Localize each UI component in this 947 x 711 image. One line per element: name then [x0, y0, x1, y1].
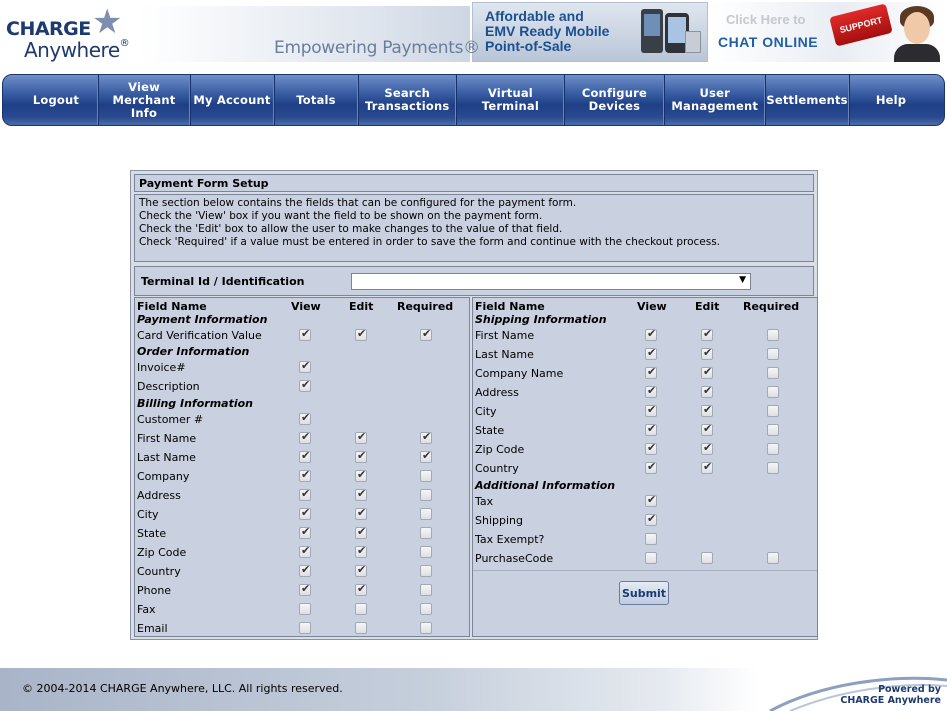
- edit-checkbox[interactable]: [701, 348, 713, 360]
- field-label: Fax: [137, 603, 156, 616]
- field-row-email: [135, 619, 469, 638]
- page-footer: [0, 668, 947, 711]
- main-navigation: [2, 74, 945, 126]
- panel-title: Payment Form Setup: [134, 174, 814, 192]
- required-checkbox[interactable]: [420, 451, 432, 463]
- chat-online-text: CHAT ONLINE: [718, 34, 819, 50]
- view-checkbox[interactable]: [299, 489, 311, 501]
- field-row-invoice: [135, 358, 469, 377]
- field-row-description: [135, 377, 469, 396]
- section-title-payment-information: Payment Information: [137, 313, 268, 326]
- view-checkbox[interactable]: [645, 462, 657, 474]
- field-label: State: [137, 527, 167, 540]
- edit-checkbox[interactable]: [355, 508, 367, 520]
- field-row-tax: [473, 492, 817, 511]
- section-title-additional-information: Additional Information: [475, 479, 616, 492]
- field-row-country: [473, 459, 817, 478]
- field-row-purchasecode: [473, 549, 817, 568]
- edit-checkbox[interactable]: [355, 489, 367, 501]
- required-checkbox[interactable]: [767, 443, 779, 455]
- field-row-address: [473, 383, 817, 402]
- submit-button[interactable]: Submit: [619, 581, 669, 605]
- field-label: Company: [137, 470, 190, 483]
- field-label: PurchaseCode: [475, 552, 554, 565]
- pos-devices-image: [637, 7, 703, 59]
- view-checkbox[interactable]: [645, 329, 657, 341]
- chat-click-here-text: Click Here to: [726, 12, 806, 27]
- view-checkbox[interactable]: [299, 546, 311, 558]
- view-checkbox[interactable]: [299, 361, 311, 373]
- section-title-shipping-information: Shipping Information: [475, 313, 607, 326]
- nav-settlements[interactable]: Settlements: [765, 75, 849, 125]
- edit-checkbox[interactable]: [701, 443, 713, 455]
- field-row-state: [135, 524, 469, 543]
- field-row-city: [135, 505, 469, 524]
- section-title-order-information: Order Information: [137, 345, 250, 358]
- required-checkbox[interactable]: [420, 622, 432, 634]
- required-checkbox[interactable]: [767, 462, 779, 474]
- field-label: Address: [475, 386, 519, 399]
- field-row-state: [473, 421, 817, 440]
- field-label: Zip Code: [475, 443, 525, 456]
- nav-totals[interactable]: Totals: [274, 75, 358, 125]
- logo-text-line1: CHARGE: [6, 18, 91, 40]
- field-row-customer: [135, 410, 469, 429]
- field-label: First Name: [137, 432, 197, 445]
- required-checkbox[interactable]: [420, 584, 432, 596]
- edit-checkbox[interactable]: [355, 432, 367, 444]
- required-checkbox[interactable]: [420, 470, 432, 482]
- required-checkbox[interactable]: [767, 348, 779, 360]
- view-checkbox[interactable]: [645, 405, 657, 417]
- nav-configure-devices[interactable]: Configure Devices: [564, 75, 664, 125]
- edit-checkbox[interactable]: [355, 527, 367, 539]
- field-row-fax: [135, 600, 469, 619]
- view-checkbox[interactable]: [299, 584, 311, 596]
- required-checkbox[interactable]: [767, 386, 779, 398]
- edit-checkbox[interactable]: [701, 405, 713, 417]
- required-checkbox[interactable]: [420, 565, 432, 577]
- tagline: Empowering Payments®: [274, 38, 480, 58]
- required-checkbox[interactable]: [420, 603, 432, 615]
- field-row-company-name: [473, 364, 817, 383]
- edit-checkbox[interactable]: [355, 565, 367, 577]
- field-label: Zip Code: [137, 546, 187, 559]
- required-checkbox[interactable]: [767, 424, 779, 436]
- view-checkbox[interactable]: [645, 443, 657, 455]
- edit-checkbox[interactable]: [355, 546, 367, 558]
- nav-search-transactions[interactable]: Search Transactions: [358, 75, 456, 125]
- view-checkbox[interactable]: [299, 451, 311, 463]
- field-row-zip-code: [135, 543, 469, 562]
- required-checkbox[interactable]: [767, 329, 779, 341]
- field-label: Card Verification Value: [137, 329, 262, 342]
- edit-checkbox[interactable]: [355, 470, 367, 482]
- nav-user-management[interactable]: User Management: [664, 75, 765, 125]
- field-label: Description: [137, 380, 200, 393]
- field-row-last-name: [135, 448, 469, 467]
- view-checkbox[interactable]: [645, 424, 657, 436]
- field-label: State: [475, 424, 505, 437]
- view-checkbox[interactable]: [299, 470, 311, 482]
- field-label: City: [137, 508, 159, 521]
- edit-checkbox[interactable]: [355, 329, 367, 341]
- shipping-fields-column: [472, 297, 818, 637]
- required-checkbox[interactable]: [420, 329, 432, 341]
- field-label: Country: [137, 565, 181, 578]
- edit-checkbox[interactable]: [355, 584, 367, 596]
- edit-checkbox[interactable]: [701, 386, 713, 398]
- nav-help[interactable]: Help: [849, 75, 932, 125]
- view-checkbox[interactable]: [645, 386, 657, 398]
- field-label: Invoice#: [137, 361, 186, 374]
- nav-logout[interactable]: Logout: [15, 75, 98, 125]
- field-label: Tax: [475, 495, 494, 508]
- field-columns: [134, 297, 814, 637]
- emv-banner-text: Affordable and EMV Ready Mobile Point-of-Sale: [485, 8, 610, 54]
- chat-online-banner[interactable]: [710, 2, 946, 62]
- view-checkbox[interactable]: [299, 380, 311, 392]
- edit-checkbox[interactable]: [701, 367, 713, 379]
- column-header-right: Field Name View Edit Required: [475, 300, 800, 313]
- required-checkbox[interactable]: [767, 552, 779, 564]
- logo-text-line2: Anywhere®: [24, 38, 130, 62]
- field-row-tax-exempt: [473, 530, 817, 549]
- field-row-last-name: [473, 345, 817, 364]
- view-checkbox[interactable]: [645, 514, 657, 526]
- required-checkbox[interactable]: [420, 546, 432, 558]
- field-row-phone: [135, 581, 469, 600]
- required-checkbox[interactable]: [420, 432, 432, 444]
- view-checkbox[interactable]: [645, 348, 657, 360]
- view-checkbox[interactable]: [299, 508, 311, 520]
- field-label: First Name: [475, 329, 535, 342]
- nav-my-account[interactable]: My Account: [190, 75, 274, 125]
- required-checkbox[interactable]: [420, 527, 432, 539]
- required-checkbox[interactable]: [767, 405, 779, 417]
- payment-form-setup-panel: [130, 170, 818, 640]
- view-checkbox[interactable]: [299, 622, 311, 634]
- dropdown-arrow-icon: ▼: [739, 275, 746, 285]
- field-label: Customer #: [137, 413, 204, 426]
- required-checkbox[interactable]: [420, 508, 432, 520]
- view-checkbox[interactable]: [299, 413, 311, 425]
- section-title-billing-information: Billing Information: [137, 397, 253, 410]
- view-checkbox[interactable]: [645, 367, 657, 379]
- field-row-city: [473, 402, 817, 421]
- field-row-shipping: [473, 511, 817, 530]
- copyright-text: © 2004-2014 CHARGE Anywhere, LLC. All rights reserved.: [22, 682, 343, 695]
- view-checkbox[interactable]: [645, 495, 657, 507]
- field-label: City: [475, 405, 497, 418]
- edit-checkbox[interactable]: [701, 329, 713, 341]
- edit-checkbox[interactable]: [701, 552, 713, 564]
- panel-description: The section below contains the fields that can be configured for the payment form. Check the 'View' box if you want the field to be shown on the payment form. Check the 'Edit' box to allow the user to make changes to the value of that field. Check 'Required' if a value must be entered in order to save the form and continue with the checkout process.: [134, 194, 814, 262]
- terminal-row: [134, 266, 814, 296]
- field-row-zip-code: [473, 440, 817, 459]
- billing-fields-column: [134, 297, 470, 637]
- terminal-id-label: Terminal Id / Identification: [141, 275, 305, 288]
- field-row-address: [135, 486, 469, 505]
- emv-promo-banner[interactable]: [472, 2, 708, 62]
- view-checkbox[interactable]: [299, 329, 311, 341]
- view-checkbox[interactable]: [299, 432, 311, 444]
- field-label: Shipping: [475, 514, 523, 527]
- field-label: Phone: [137, 584, 172, 597]
- field-row-company: [135, 467, 469, 486]
- view-checkbox[interactable]: [299, 527, 311, 539]
- view-checkbox[interactable]: [299, 565, 311, 577]
- nav-view-merchant-info[interactable]: View Merchant Info: [98, 75, 190, 125]
- view-checkbox[interactable]: [645, 552, 657, 564]
- field-label: Country: [475, 462, 519, 475]
- charge-anywhere-logo[interactable]: [6, 4, 136, 60]
- edit-checkbox[interactable]: [701, 424, 713, 436]
- field-row-country: [135, 562, 469, 581]
- required-checkbox[interactable]: [767, 367, 779, 379]
- support-key-icon: SUPPORT: [829, 3, 893, 46]
- field-label: Company Name: [475, 367, 564, 380]
- page-header: [0, 0, 947, 66]
- terminal-id-select[interactable]: [351, 273, 751, 290]
- field-label: Address: [137, 489, 181, 502]
- support-agent-image: [894, 4, 938, 60]
- required-checkbox[interactable]: [420, 489, 432, 501]
- logo-star-icon: ★: [92, 2, 123, 42]
- nav-virtual-terminal[interactable]: Virtual Terminal: [456, 75, 564, 125]
- view-checkbox[interactable]: [645, 533, 657, 545]
- field-row-first-name: [135, 429, 469, 448]
- field-row-first-name: [473, 326, 817, 345]
- field-label: Email: [137, 622, 168, 635]
- edit-checkbox[interactable]: [701, 462, 713, 474]
- field-row-card-verification-value: [135, 326, 469, 345]
- edit-checkbox[interactable]: [355, 603, 367, 615]
- submit-area: [473, 570, 817, 636]
- view-checkbox[interactable]: [299, 603, 311, 615]
- field-label: Last Name: [475, 348, 534, 361]
- field-label: Last Name: [137, 451, 196, 464]
- powered-by-logo: Powered by CHARGE Anywhere: [840, 684, 941, 706]
- edit-checkbox[interactable]: [355, 622, 367, 634]
- column-header-left: Field Name View Edit Required: [137, 300, 454, 313]
- edit-checkbox[interactable]: [355, 451, 367, 463]
- field-label: Tax Exempt?: [475, 533, 545, 546]
